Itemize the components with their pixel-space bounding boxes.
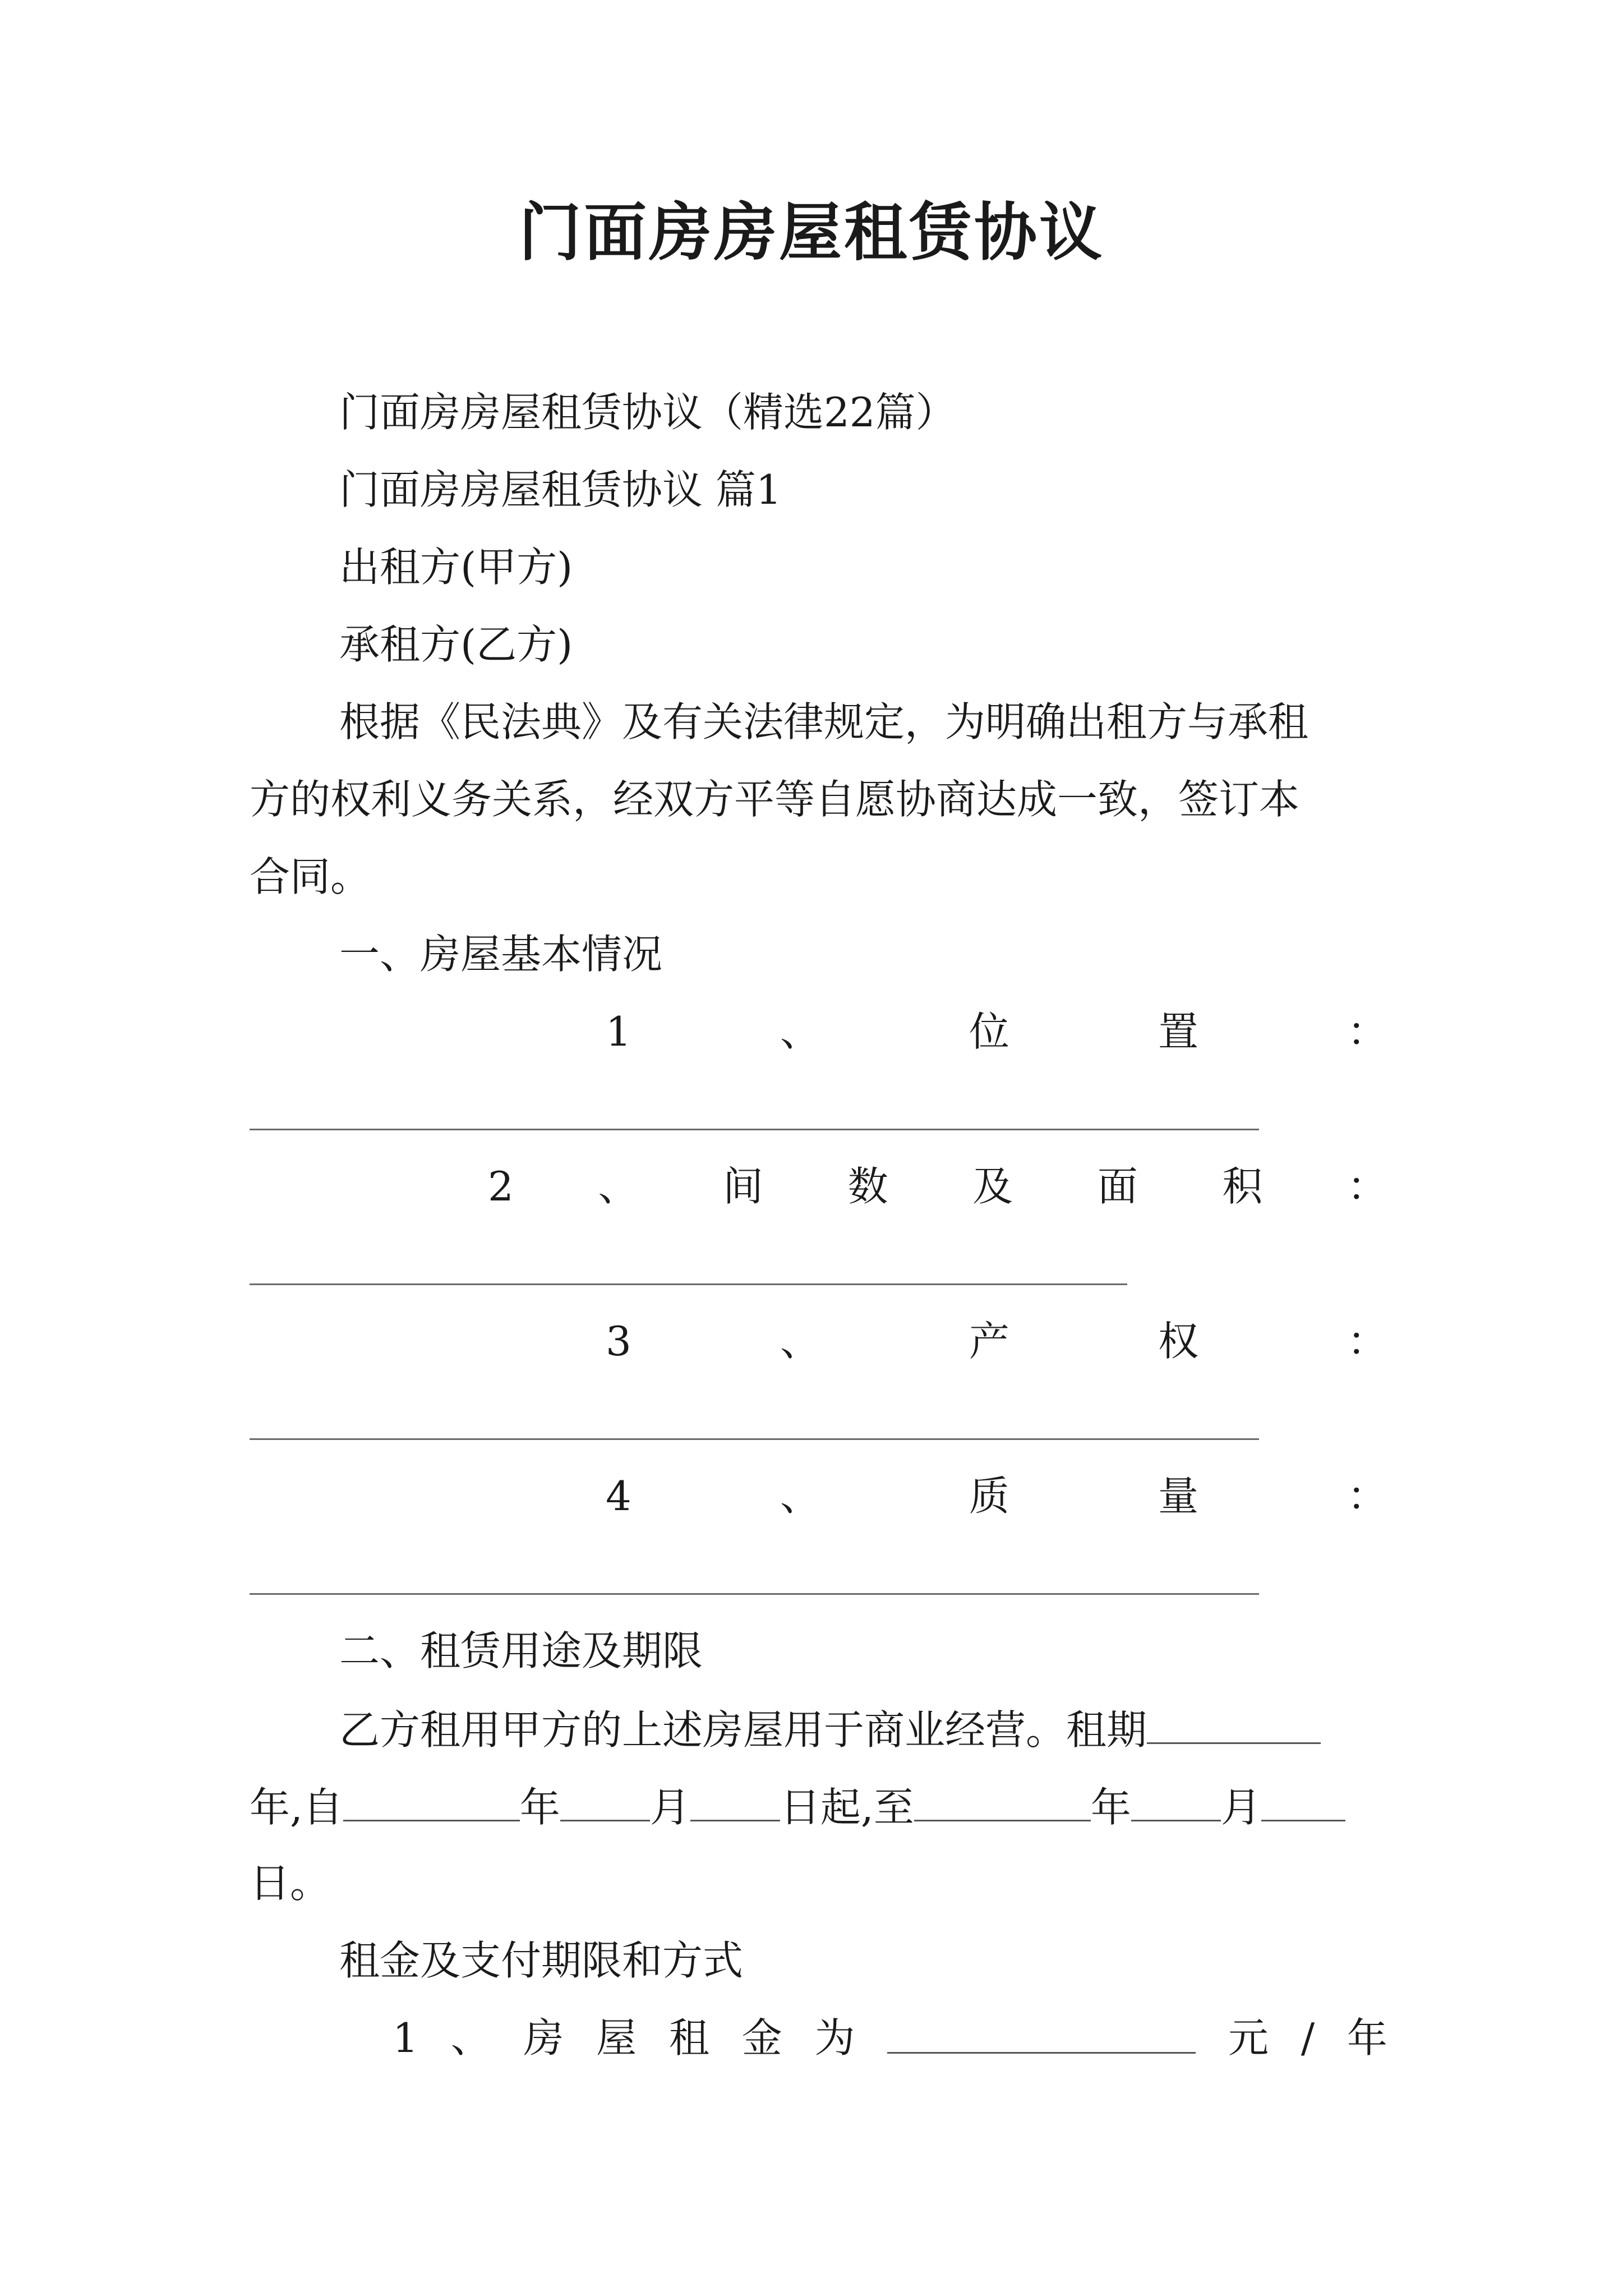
rent-item-char: / [1301,2014,1315,2062]
rent-item-char: 金 [741,2014,782,2062]
rent-item-1 [393,2013,1387,2063]
item-4-char: ： [1347,1473,1387,1520]
item-3-char: ： [1347,1318,1387,1365]
preamble-line-3: 合同。 [250,853,371,900]
usage-text: 月 [1220,1784,1261,1831]
usage-text: 年 [519,1784,560,1831]
item-1-char: 置 [1158,1008,1198,1055]
item-2-char: 面 [1097,1163,1138,1210]
item-4-char: 量 [1158,1473,1198,1520]
item-3-char: 3 [606,1318,631,1365]
start-year-blank[interactable] [343,1780,520,1821]
item-3-char: 权 [1158,1318,1198,1365]
item-3-char: 、 [780,1318,820,1365]
start-day-blank[interactable] [690,1780,780,1821]
item-4-char: 、 [780,1473,820,1520]
document-title: 门面房房屋租赁协议 [519,196,1104,269]
item-1-char: 、 [780,1008,820,1055]
end-month-blank[interactable] [1131,1780,1221,1821]
usage-text: 年,自 [250,1784,343,1831]
rent-item-char: 、 [450,2014,491,2062]
rent-item-char: 租 [668,2014,709,2062]
item-3-blank-line[interactable] [250,1438,1259,1440]
part2-heading: 二、租赁用途及期限 [339,1627,703,1674]
rent-item-char: 1 [393,2014,418,2062]
rent-item-char: 为 [814,2014,855,2062]
rent-heading: 租金及支付期限和方式 [339,1937,744,1984]
rent-item-char: 元 [1228,2014,1269,2062]
item-2-blank-line[interactable] [250,1283,1127,1285]
item-2-char: 、 [598,1163,639,1210]
item-1-label [606,1006,1387,1057]
item-1-char: 1 [606,1008,631,1055]
item-2-char: 积 [1222,1163,1263,1210]
start-month-blank[interactable] [560,1780,650,1821]
lessee-label: 承租方(乙方) [339,621,573,668]
usage-line-1 [339,1703,1321,1755]
item-2-label [488,1161,1387,1212]
item-1-blank-line[interactable] [250,1129,1259,1130]
item-1-char: 位 [969,1008,1009,1055]
item-4-blank-line[interactable] [250,1593,1259,1595]
usage-text: 年 [1090,1784,1131,1831]
item-4-char: 4 [606,1473,631,1520]
annual-rent-blank[interactable] [887,2013,1196,2054]
part1-heading: 一、房屋基本情况 [339,931,663,978]
usage-line-3: 日。 [250,1860,331,1907]
item-3-label [606,1316,1387,1366]
end-year-blank[interactable] [914,1780,1091,1821]
item-2-char: 2 [488,1163,514,1210]
usage-line-2 [250,1780,1345,1833]
item-2-char: 及 [972,1163,1013,1210]
usage-text: 日起,至 [780,1784,914,1831]
preamble-line-1: 根据《民法典》及有关法律规定，为明确出租方与承租 [339,698,1309,746]
rent-item-char: 房 [523,2014,564,2062]
end-day-blank[interactable] [1261,1780,1345,1821]
lease-years-blank[interactable] [1147,1703,1321,1744]
rent-item-char: 年 [1347,2014,1387,2062]
item-2-char: ： [1347,1163,1387,1210]
rent-item-char: 屋 [596,2014,637,2062]
item-2-char: 间 [722,1163,763,1210]
preamble-line-2: 方的权利义务关系，经双方平等自愿协商达成一致，签订本 [250,776,1300,823]
section-heading: 门面房房屋租赁协议 篇1 [339,466,782,513]
item-2-char: 数 [847,1163,888,1210]
item-3-char: 产 [969,1318,1009,1365]
lessor-label: 出租方(甲方) [339,544,573,591]
item-4-char: 质 [969,1473,1009,1520]
usage-text: 月 [649,1784,690,1831]
subtitle: 门面房房屋租赁协议（精选22篇） [339,389,956,436]
item-4-label [606,1471,1387,1521]
usage-line-1-text: 乙方租用甲方的上述房屋用于商业经营。租期 [339,1706,1147,1754]
item-1-char: ： [1347,1008,1387,1055]
